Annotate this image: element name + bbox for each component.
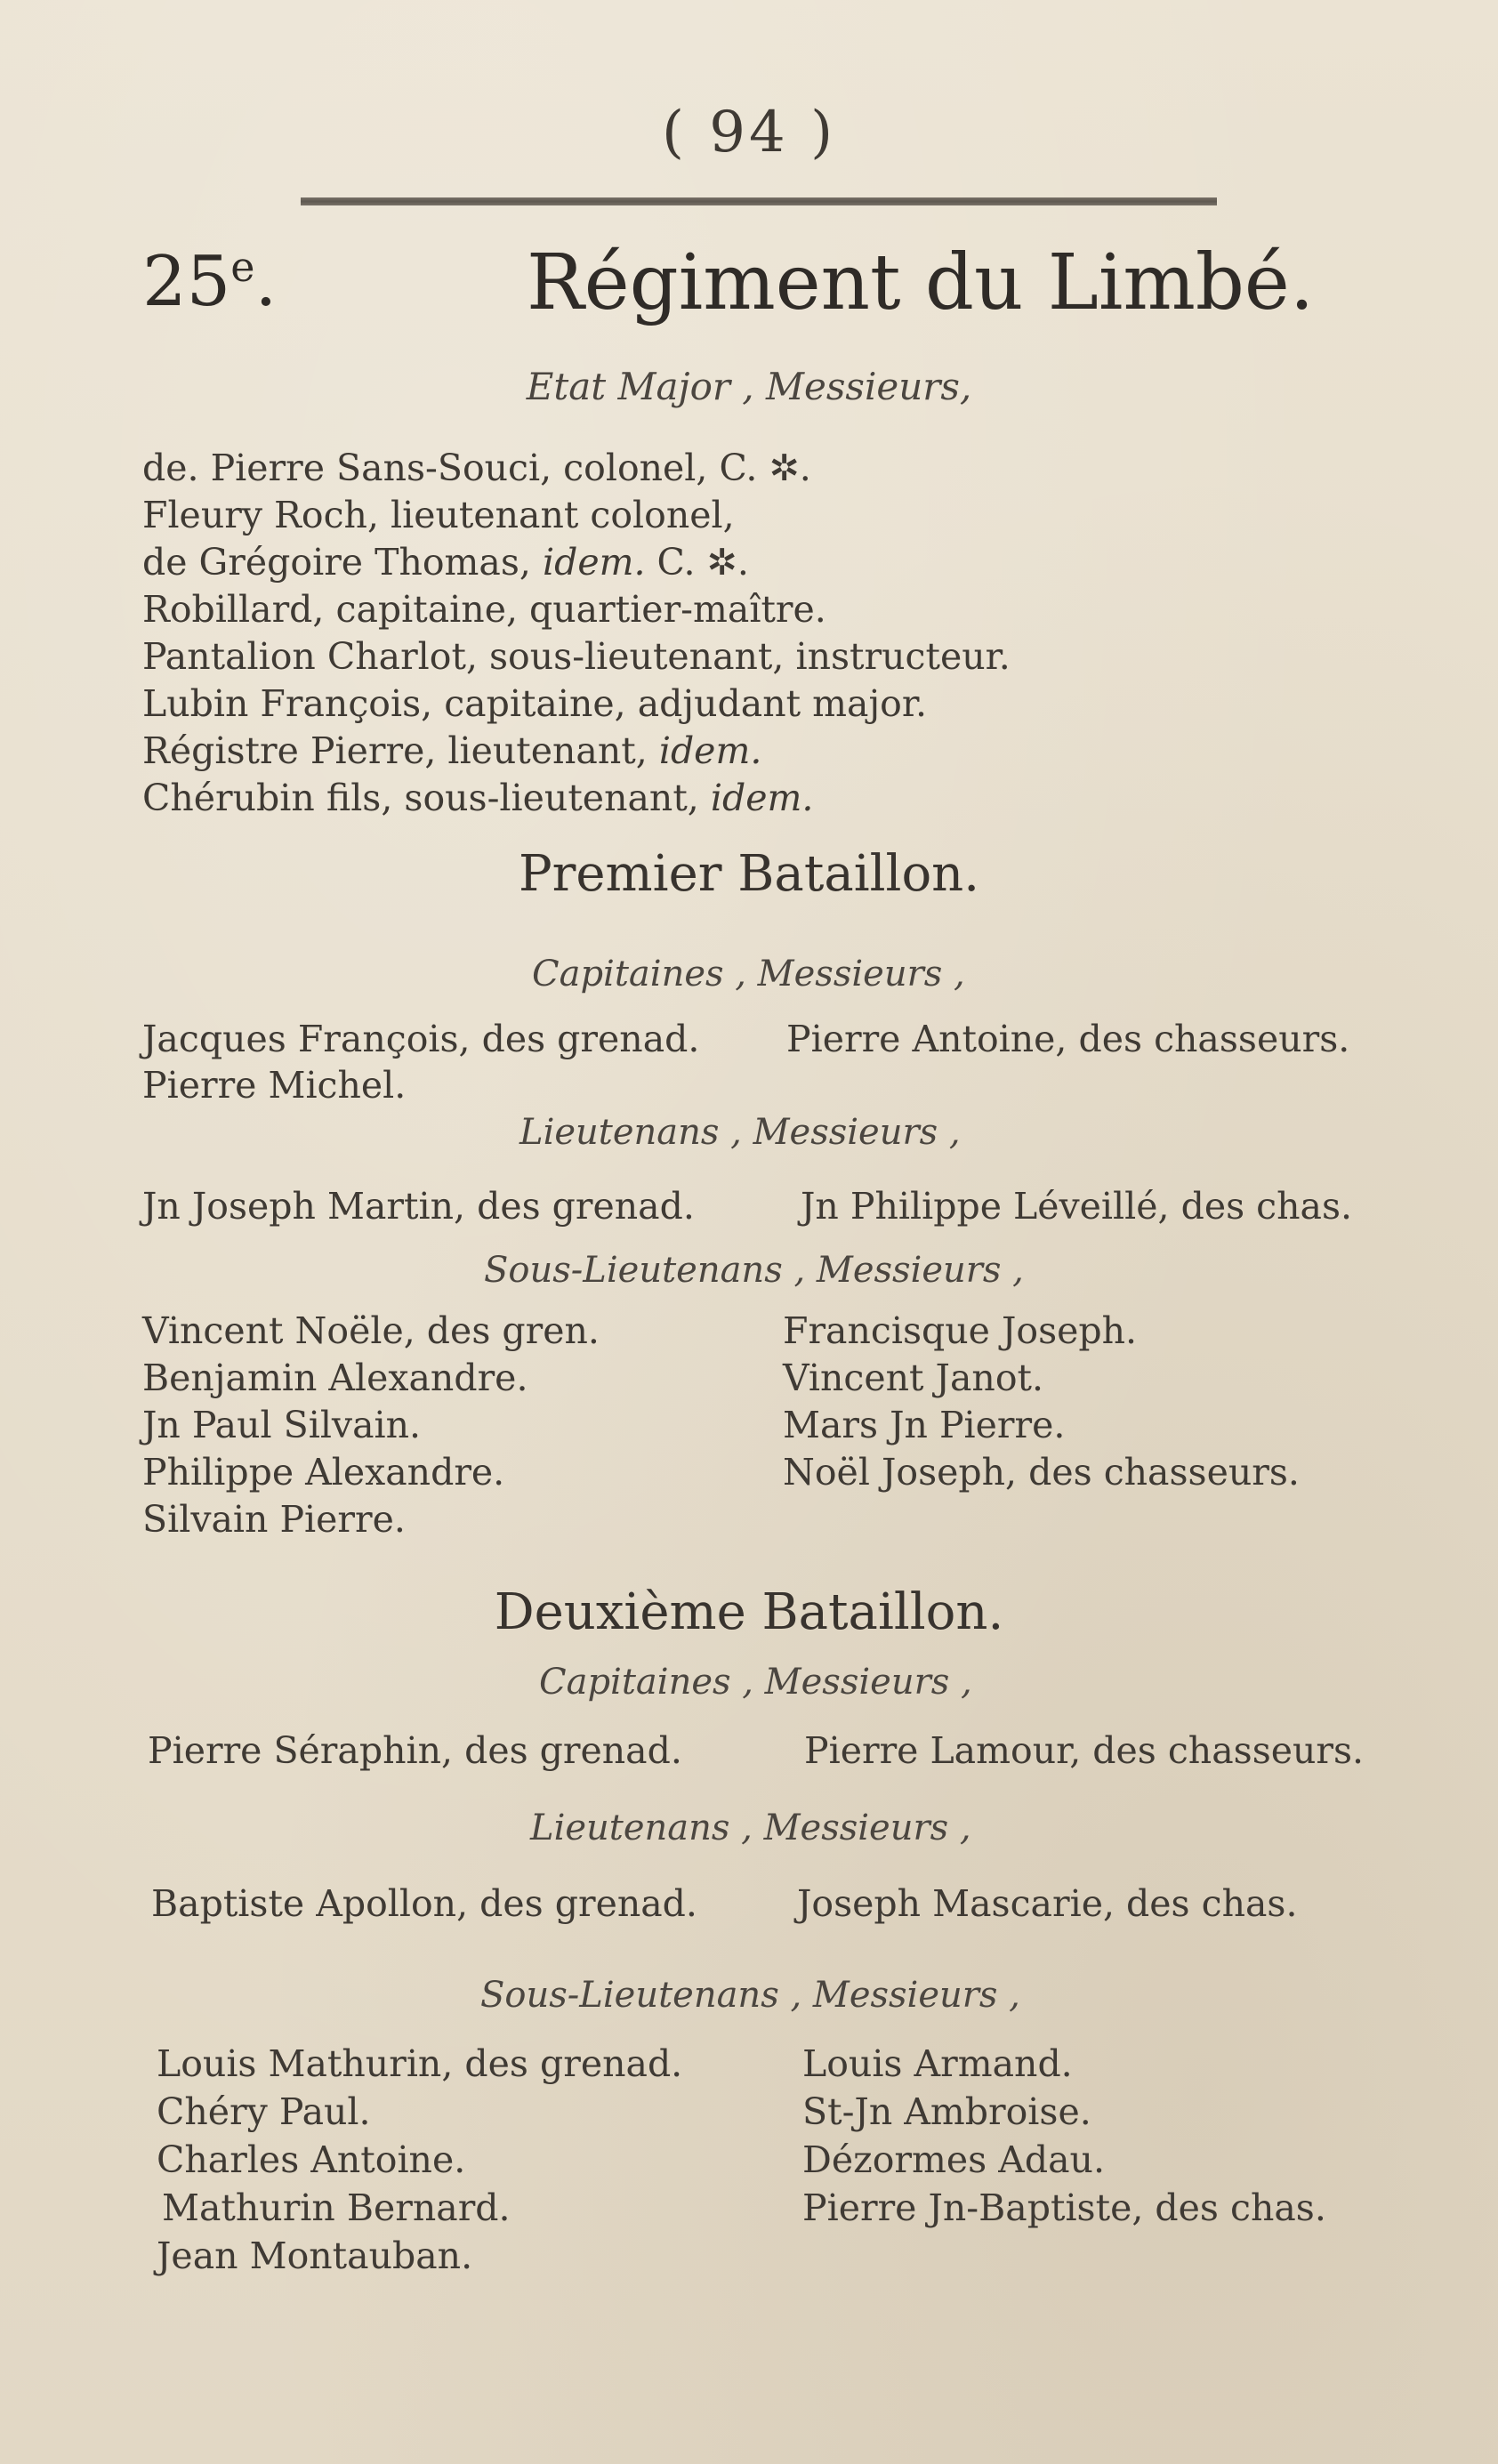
premier-capitaine-left-2: Pierre Michel. — [142, 1064, 407, 1107]
regiment-title: Régiment du Limbé. — [527, 238, 1315, 327]
deuxieme-sous-lieutenans-heading: Sous-Lieutenans , Messieurs , — [480, 1975, 1020, 2016]
premier-capitaines-heading: Capitaines , Messieurs , — [532, 954, 965, 994]
staff-line-3: de Grégoire Thomas, idem. C. ✲. — [142, 541, 749, 584]
staff-line-7: Régistre Pierre, lieutenant, idem. — [142, 729, 762, 772]
premier-bataillon-title: Premier Bataillon. — [518, 845, 980, 903]
staff-line-6: Lubin François, capitaine, adjudant major. — [142, 682, 927, 725]
staff-line-8: Chérubin fils, sous-lieutenant, idem. — [142, 777, 814, 819]
deuxieme-sous-lieutenant-left-2: Chéry Paul. — [157, 2090, 371, 2133]
deuxieme-lieutenant-right-1: Joseph Mascarie, des chas. — [797, 1882, 1298, 1925]
premier-sous-lieutenant-left-4: Philippe Alexandre. — [142, 1451, 505, 1494]
deuxieme-lieutenant-left-1: Baptiste Apollon, des grenad. — [151, 1882, 697, 1925]
deuxieme-capitaine-left-1: Pierre Séraphin, des grenad. — [148, 1729, 682, 1772]
deuxieme-sous-lieutenant-left-3: Charles Antoine. — [157, 2138, 466, 2181]
regiment-number-dot: . — [254, 242, 278, 322]
staff-line-2: Fleury Roch, lieutenant colonel, — [142, 494, 735, 536]
regiment-number-suffix: e — [230, 243, 255, 291]
deuxieme-bataillon-title: Deuxième Bataillon. — [494, 1583, 1004, 1641]
premier-sous-lieutenant-left-3: Jn Paul Silvain. — [142, 1404, 422, 1446]
staff-line-5: Pantalion Charlot, sous-lieutenant, instructeur. — [142, 635, 1011, 678]
deuxieme-sous-lieutenant-right-2: St-Jn Ambroise. — [802, 2090, 1091, 2133]
premier-sous-lieutenant-left-5: Silvain Pierre. — [142, 1498, 406, 1541]
premier-sous-lieutenant-right-3: Mars Jn Pierre. — [783, 1404, 1066, 1446]
deuxieme-sous-lieutenant-left-4: Mathurin Bernard. — [162, 2186, 511, 2229]
deuxieme-sous-lieutenant-right-4: Pierre Jn-Baptiste, des chas. — [802, 2186, 1326, 2229]
deuxieme-sous-lieutenant-left-1: Louis Mathurin, des grenad. — [157, 2042, 683, 2085]
deuxieme-sous-lieutenant-right-1: Louis Armand. — [802, 2042, 1073, 2085]
staff-line-4: Robillard, capitaine, quartier-maître. — [142, 588, 826, 631]
header-rule — [301, 197, 1217, 205]
regiment-number — [142, 242, 277, 322]
premier-capitaine-left-1: Jacques François, des grenad. — [142, 1018, 700, 1060]
regiment-number-value: 25 — [142, 242, 231, 322]
deuxieme-capitaine-right-1: Pierre Lamour, des chasseurs. — [804, 1729, 1365, 1772]
etat-major-heading: Etat Major , Messieurs, — [526, 365, 972, 408]
premier-capitaine-right-1: Pierre Antoine, des chasseurs. — [786, 1018, 1350, 1060]
premier-sous-lieutenans-heading: Sous-Lieutenans , Messieurs , — [484, 1250, 1024, 1291]
premier-lieutenant-right-1: Jn Philippe Léveillé, des chas. — [801, 1185, 1353, 1228]
premier-sous-lieutenant-left-1: Vincent Noële, des gren. — [142, 1309, 600, 1352]
page-number: ( 94 ) — [661, 100, 837, 165]
deuxieme-lieutenans-heading: Lieutenans , Messieurs , — [530, 1808, 971, 1848]
deuxieme-sous-lieutenant-right-3: Dézormes Adau. — [802, 2138, 1105, 2181]
deuxieme-capitaines-heading: Capitaines , Messieurs , — [539, 1662, 972, 1703]
premier-sous-lieutenant-left-2: Benjamin Alexandre. — [142, 1357, 528, 1399]
deuxieme-sous-lieutenant-left-5: Jean Montauban. — [157, 2235, 473, 2277]
premier-sous-lieutenant-right-2: Vincent Janot. — [783, 1357, 1044, 1399]
staff-line-1: de. Pierre Sans-Souci, colonel, C. ✲. — [142, 447, 811, 489]
premier-sous-lieutenant-right-4: Noël Joseph, des chasseurs. — [783, 1451, 1300, 1494]
premier-sous-lieutenant-right-1: Francisque Joseph. — [783, 1309, 1138, 1352]
premier-lieutenant-left-1: Jn Joseph Martin, des grenad. — [142, 1185, 695, 1228]
premier-lieutenans-heading: Lieutenans , Messieurs , — [519, 1112, 961, 1153]
